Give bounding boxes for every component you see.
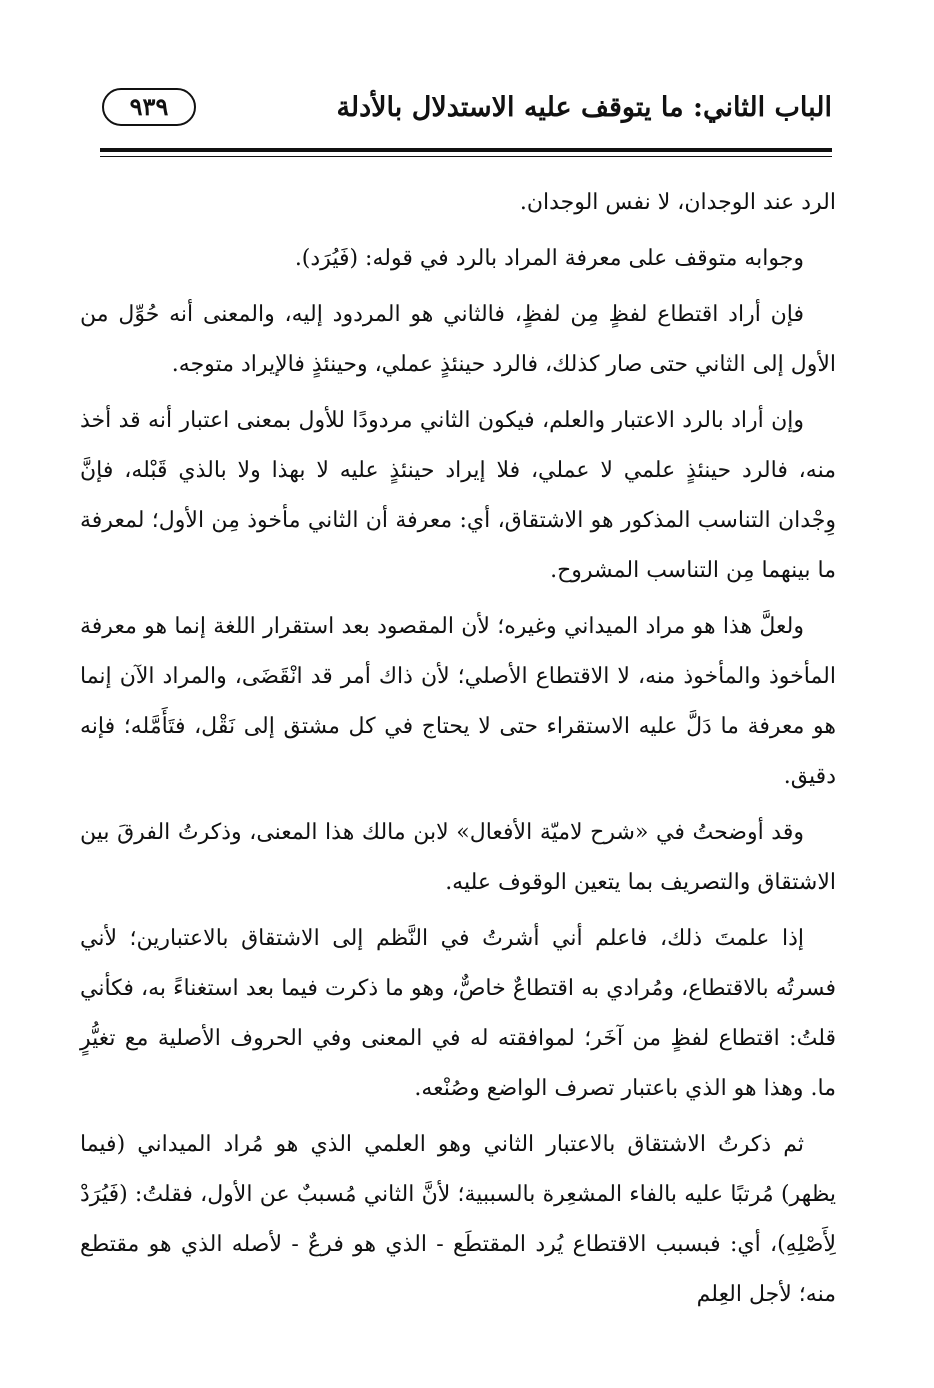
page-number-badge: ٩٣٩ bbox=[102, 88, 196, 126]
paragraph: فإن أراد اقتطاع لفظٍ مِن لفظٍ، فالثاني هو المردود إليه، والمعنى أنه حُوِّل من الأول إلى الثاني حتى صار كذلك، فالرد حينئذٍ عملي، وحينئذٍ فالإيراد متوجه. bbox=[80, 302, 836, 377]
paragraph: ثم ذكرتُ الاشتقاق بالاعتبار الثاني وهو العلمي الذي هو مُراد الميداني (فيما يظهر) مُرتبًا عليه بالفاء المشعِرة بالسببية؛ لأنَّ الثاني مُسببٌ عن الأول، فقلتُ: (فَيُرَدْ لِأَصْلِهِ)، أي: فبسبب الاقتطاع يُرد المقتطَع - الذي هو فرعٌ - لأصله الذي هو مقتطع منه؛ لأجل العِلم bbox=[80, 1132, 836, 1307]
running-title: الباب الثاني: ما يتوقف عليه الاستدلال بالأدلة bbox=[336, 92, 832, 123]
paragraph: وجوابه متوقف على معرفة المراد بالرد في قوله: (فَيُرَد). bbox=[294, 246, 804, 271]
header-rule-thin bbox=[100, 156, 832, 157]
paragraph: وقد أوضحتُ في «شرح لاميّة الأفعال» لابن مالك هذا المعنى، وذكرتُ الفرقَ بين الاشتقاق والتصريف بما يتعين الوقوف عليه. bbox=[80, 820, 836, 895]
body-text bbox=[80, 178, 836, 1326]
paragraph: ولعلَّ هذا هو مراد الميداني وغيره؛ لأن المقصود بعد استقرار اللغة إنما هو معرفة المأخوذ والمأخوذ منه، لا الاقتطاع الأصلي؛ لأن ذاك أمر قد انْقَضَى، والمراد الآن إنما هو معرفة ما دَلَّ عليه الاستقراء حتى لا يحتاج في كل مشتق إلى نَقْل، فتَأَمَّله؛ فإنه دقيق. bbox=[80, 614, 837, 789]
paragraph-continuation: الرد عند الوجدان، لا نفس الوجدان. bbox=[519, 190, 836, 215]
header-rule-thick bbox=[100, 148, 832, 152]
paragraph: إذا علمتَ ذلك، فاعلم أني أشرتُ في النَّظم إلى الاشتقاق بالاعتبارين؛ لأني فسرتُه بالاقتطاع، ومُرادي به اقتطاعٌ خاصٌّ، وهو ما ذكرت فيما بعد استغناءً به، فكأني قلتُ: اقتطاع لفظٍ من آخَر؛ لموافقته له في المعنى وفي الحروف الأصلية مع تغيُّرٍ ما. وهذا هو الذي باعتبار تصرف الواضع وصُنْعه. bbox=[80, 926, 836, 1101]
page-header bbox=[100, 88, 832, 140]
paragraph: وإن أراد بالرد الاعتبار والعلم، فيكون الثاني مردودًا للأول بمعنى اعتبار أنه قد أخذ منه، فالرد حينئذٍ علمي لا عملي، فلا إيراد حينئذٍ عليه لا بهذا ولا بالذي قَبْله، فإنَّ وِجْدان التناسب المذكور هو الاشتقاق، أي: معرفة أن الثاني مأخوذ مِن الأول؛ لمعرفة ما بينهما مِن التناسب المشروح. bbox=[80, 408, 836, 583]
